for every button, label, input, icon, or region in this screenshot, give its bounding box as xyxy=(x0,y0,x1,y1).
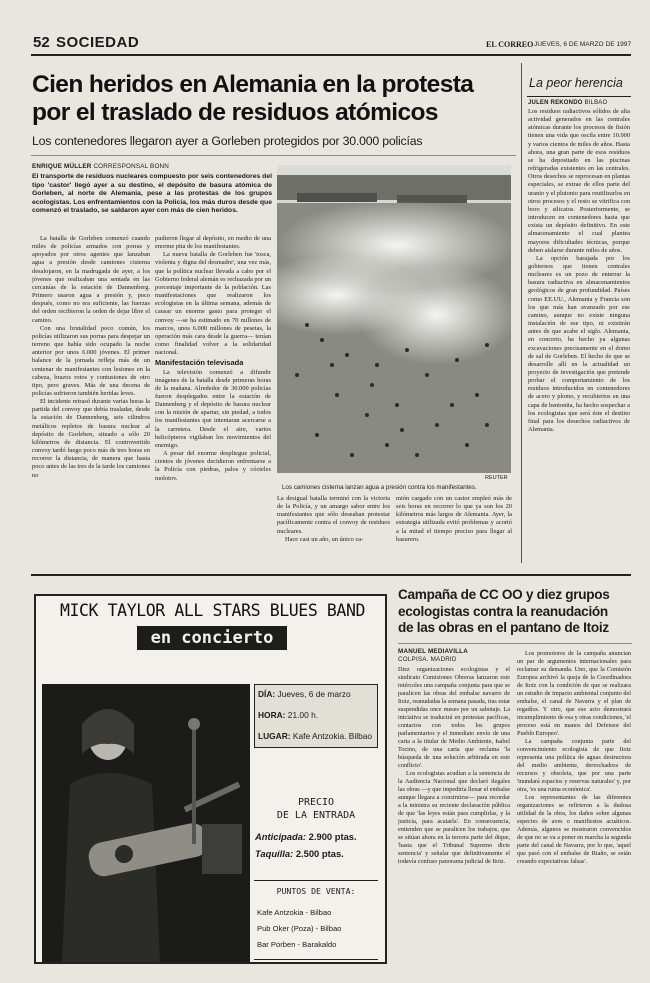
sidebar-location: BILBAO xyxy=(584,100,608,106)
ad-presale-value: 2.900 ptas. xyxy=(308,831,357,842)
second-headline-line3: de las obras en el pantano de Itoiz xyxy=(398,620,609,635)
second-headline-line2: ecologistas contra la reanudación xyxy=(398,603,608,619)
second-col1-para: Los ecologistas acudían a la sentencia de la Audiencia Nacional que declaró ilegales las obras —y que impediría llenar el embalse aunque llegara a construirse— para recordar a la ministra su reciente declaración pública de que 'las leyes están para cumplirlas, y la justicia, para acatarla'. En consecuencia, entienden que se paralicen los trabajos, que se sitúan ahora en la tercera parte del dique, 'hasta que el Tribunal Supremo dicte sentencia' y señalar que definitivamente el todavía confuso panorama judicial de Itoiz. xyxy=(398,770,510,865)
main-column-1 xyxy=(32,235,150,563)
second-col2-para: Los promotores de la campaña anuncian un par de argumentos internacionales para reclamar su demanda. Uno, que la Comisión Europea archivó la queja de la Coordinadora de Itoiz con la condición de que se realizara un estudio de impacto ambiental conjunto del embalse, el canal de Navarra y el plan de regadíos. Y otro, que ese acto demostrará incumplimiento de esa y otras condiciones, 'el proceso está en manos del Defensor del Pueblo Europeo'. xyxy=(517,650,631,737)
main-bottom-col-1 xyxy=(277,495,390,561)
main-col2-para: A pesar del enorme despliegue policial, cientos de jóvenes decidieron enfrentarse a la Policía con piedras, palos y cócteles molotov. xyxy=(155,450,271,482)
second-column-2 xyxy=(517,650,631,964)
ad-box-label: Taquilla: xyxy=(255,848,294,859)
section-rule xyxy=(31,574,631,576)
main-column-2 xyxy=(155,235,271,563)
sidebar-para: Los residuos radiactivos sólidos de alta actividad generados en las centrales atómicas durante los procesos de fisión tienen una vida que oscila entre 10.000 y varios cientos de miles de años. Hasta ahora, una gran parte de esos residuos se ha depositado en las piscinas refrigeradas existentes en las centrales. Otros desechos se reprocesan en plantas especiales, se extrae de ellos parte del uranio y el plutonio para reutilizarlos en otros procesos y el resto se vitrifica con boro y silicatos. Posteriormente, se introducen en contenedores hasta que exista un depósito definitivo. En este almacenamiento el cual plantea mayores dificultades técnicas, porque deben aislarse durante miles de años. xyxy=(528,108,630,254)
second-col2-para: Los representantes de las diferentes organizaciones se refirieron a la dudosa utilidad de la obra, los daños sobre algunas especies de aves o manifiestos acuáticos. Además, algunos se mostraron convencidos de que no se va a poner en marcha la segunda parte del canal de Navarra, por lo que, 'aquel que pasó con el embalse de Riaño, se están creando expectativas falsas'. xyxy=(517,794,631,865)
second-col1-para: Diez organizaciones ecologistas y el sindicato Comisiones Obreras lanzaron este miércoles una campaña conjunta para que se paralicen las obras del embalse navarro de Itoiz, reanudadas la semana pasada, tras estar suspendidas once meses por un sabotaje. La iniciativa se traducirá en protestas pacíficas, contactos con todos los grupos parlamentarios y el inmediato envío de una carta a la titular de Medio Ambiente, Isabel Tocino, de una carta que reclama 'la búsqueda de una solución arbitrada en este conflicto'. xyxy=(398,666,510,769)
sidebar-author: JULEN REKONDO xyxy=(528,100,583,106)
ad-hour-value: 21.00 h. xyxy=(287,710,319,720)
ad-box-value: 2.500 ptas. xyxy=(295,848,344,859)
ad-concert-banner: en concierto xyxy=(137,626,287,650)
ad-sales-point: Bar Porben - Barakaldo xyxy=(257,940,337,949)
ad-box-row xyxy=(255,848,344,859)
ad-band-name: MICK TAYLOR ALL STARS BLUES BAND xyxy=(59,601,366,620)
main-col2-subhead: Manifestación televisada xyxy=(155,358,244,368)
page-number: 52 xyxy=(33,34,50,51)
ad-hour-label: HORA: xyxy=(258,710,286,720)
ad-price-title xyxy=(254,796,378,822)
main-col1-para: Con una brutalidad poco común, los policías utilizaron sus porras para despejar un terreno que había sido ocupado la noche anterior por unos 6.000 jóvenes. El primer balance de la jornada refleja más de un centenar de manifestantes con lesiones en la cabeza, brazos rotos y contusiones de otro tipo, pero graves. Más de una decena de policías sufrieron también heridas leves. xyxy=(32,324,150,397)
second-author: MANUEL MEDIAVILLA xyxy=(398,648,468,655)
sidebar-title-rule xyxy=(527,96,631,97)
main-headline xyxy=(32,71,522,127)
main-author: ENRIQUE MÜLLER xyxy=(32,163,92,170)
ad-sales-point: Pub Oker (Poza) - Bilbao xyxy=(257,924,342,933)
second-col2-para: La campaña conjunta parte del convencimiento ecologista de que Itoiz representa una política de aguas destructora del medio ambiente, derrochadora de recursos y obsoleta, que por una parte 'inundará espacios y reservas naturales' y, por otra, 'es una ruina económica'. xyxy=(517,738,631,793)
second-headline-rule xyxy=(398,643,632,644)
ad-photo xyxy=(42,684,250,962)
second-byline xyxy=(398,648,468,664)
main-byline xyxy=(32,163,169,170)
concert-ad xyxy=(34,594,387,964)
subhead-rule xyxy=(31,155,516,156)
main-bottom-para: La desigual batalla terminó con la victoria de la Policía, y un amargo sabor entre los manifestantes que sólo deseaban protestar pacíficamente contra el convoy de residuos nucleares. xyxy=(277,495,390,535)
ad-day-row xyxy=(258,689,351,699)
main-col1-para: La batalla de Gorleben comenzó cuando miles de policías armados con porras y apoyados por otros agentes que lanzaban agua a presión desde camiones cisterna desalojaron, en la madrugada de ayer, a los jóvenes que realizaban una sentada en las cercanías de la estación de Dannenberg. Primero usaron agua a presión y, poco después, como no era suficiente, las fuerzas del orden recibieron la orden de dejar libre el camino. xyxy=(32,235,150,324)
main-bottom-para: Hace casi un año, un único ca- xyxy=(285,535,364,543)
photo-caption: Los camiones cisterna lanzan agua a presión contra los manifestantes. xyxy=(282,484,477,491)
news-photo xyxy=(277,165,511,473)
main-headline-line1: Cien heridos en Alemania en la protesta xyxy=(32,71,474,98)
newspaper-name: EL CORREO xyxy=(486,40,534,49)
sidebar-body xyxy=(528,108,630,564)
second-location: COLPISA. MADRID xyxy=(398,656,457,663)
sidebar-divider xyxy=(521,63,522,563)
header-rule xyxy=(31,54,631,56)
main-author-role: CORRESPONSAL BONN xyxy=(93,163,170,170)
ad-sales-list xyxy=(257,905,341,953)
main-col2-para: La televisión comenzó a difundir imágenes de la batalla desde primeras horas de la mañana. Alrededor de 30.000 policías fueron desplegados entre la estación de Dannenberg y el depósito de basura nuclear con la misión de apartar, sin piedad, a todos los manifestantes que intentaran acercarse a la carretera. Desde el aire, varios helicópteros vigilaban los movimientos del enemigo. xyxy=(155,368,271,449)
second-headline xyxy=(398,587,632,637)
page-date: JUEVES, 6 DE MARZO DE 1997 xyxy=(534,41,632,48)
main-subhead: Los contenedores llegaron ayer a Gorleben protegidos por 30.000 policías xyxy=(32,134,423,148)
second-headline-line1: Campaña de CC OO y diez grupos xyxy=(398,587,610,602)
main-bottom-para: mión cargado con un castor empleó más de seis horas en recorrer lo que ya son los 20 kilómetros más largos de Alemania. Ayer, la estrategia utilizada evitó problemas y acortó a la mitad el tiempo preciso para llegar al basurero. xyxy=(396,495,512,543)
section-title: SOCIEDAD xyxy=(56,34,140,51)
ad-presale-label: Anticipada: xyxy=(255,831,307,842)
second-column-1 xyxy=(398,666,510,964)
sidebar-byline xyxy=(528,100,607,106)
ad-price-title-2: DE LA ENTRADA xyxy=(276,810,356,821)
main-col2-para: La nueva batalla de Gorleben fue 'tosca, violenta y digna del desmadre', una vez más, que la política nuclear llevada a cabo por el Gobierno federal alemán es rechazada por un porcentaje importante de la población. Las manifestaciones que realizaron los ecologistas en la última semana, además de causar un enorme gasto para proteger el convoy —se ha estimado en 70 millones de marcos, unos 6.000 millones de pesetas, la operación más cara desde la guerra— tenían como finalidad volver a la solidaridad nacional. xyxy=(155,251,271,357)
ad-place-value: Kafe Antzokia. Bilbao xyxy=(292,731,373,741)
sidebar-para: La opción barajada por los gobiernos que tienen centrales nucleares es un pozo de enterrar la basura radiactiva en almacenamientos geológicos de gran profundidad. Países como EE.UU., Alemania y Francia son los que más han avanzado por ese camino, aunque no existe ninguna instalación de ese tipo, ni existirán antes de que acabe el siglo. Alemania, en concreto, ha hecho ya algunas excavaciones precisamente en el domo de sal de Gorleben. El hecho de que se desarrolle allí en la actualidad un proyecto de investigación que pretende probar el comportamiento de los residuos introducidos en contenedores de acero y plomo, y recubiertos en una capa de bentonita, ha hecho sospechar a los ecologistas que será éste el destino final para los desechos radiactivos de Alemania. xyxy=(528,254,630,434)
photo-credit: REUTER xyxy=(485,475,508,481)
ad-place-label: LUGAR: xyxy=(258,731,291,741)
main-lead: El transporte de residuos nucleares compuesto por seis contenedores del tipo 'castor' llegó ayer a su destino, el depósito de basura atómica de Gorleben, al norte de Alemania, pese a las protestas de los grupos ecologistas. Los enfrentamientos con la Policía, los más duros desde que comenzó el traslado, se saldaron ayer con más de cien heridos. xyxy=(32,173,272,215)
ad-day-value: Jueves, 6 de marzo xyxy=(277,689,351,699)
main-col2-para: pudieron llegar al depósito, en medio de una enorme pita de los manifestantes. xyxy=(155,235,271,251)
main-bottom-col-2 xyxy=(396,495,512,561)
ad-hour-row xyxy=(258,710,318,720)
sidebar-title: La peor herencia xyxy=(529,76,623,90)
main-col1-para: El incidente retrasó durante varias horas la partida del convoy que debía trasladar, desde la estación de Dannenberg, seis cilindros metálicos repletos de basura nuclear al depósito de Gorleben, situado a sólo 20 kilómetros de distancia. El controvertido convoy tardó luego poco más de tres horas en recorrer la distancia, de manera que hasta poco antes de las tres de la tarde los camiones no xyxy=(32,398,150,479)
ad-place-row xyxy=(258,731,372,741)
ad-sales-title: PUNTOS DE VENTA: xyxy=(276,886,356,896)
ad-presale-row xyxy=(255,831,357,842)
main-headline-line2: por el traslado de residuos atómicos xyxy=(32,99,438,126)
ad-price-title-1: PRECIO xyxy=(297,797,335,808)
ad-day-label: DÍA: xyxy=(258,689,276,699)
ad-sales-point: Kafe Antzokia - Bilbao xyxy=(257,908,332,917)
